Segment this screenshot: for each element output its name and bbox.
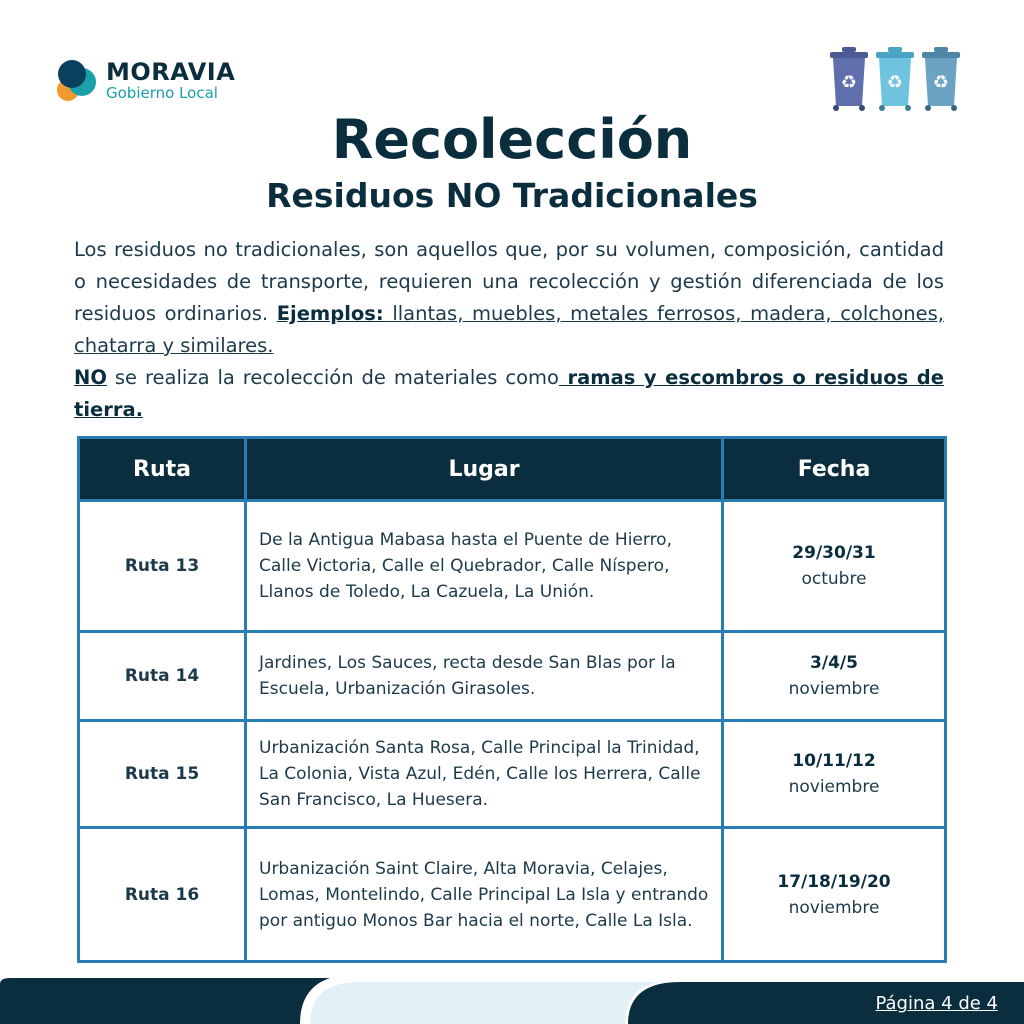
page-number-link[interactable]: Página 4 de 4 [875,993,998,1014]
page-title: Recolección [331,108,693,171]
route-date [723,632,946,721]
route-days: 17/18/19/20 [777,871,891,892]
route-month: octubre [801,569,867,589]
route-month: noviembre [788,679,880,699]
recycle-icon: ♻ [932,72,950,93]
route-name: Ruta 13 [79,501,246,632]
brand-subtitle: Gobierno Local [106,83,218,102]
bin-purple [830,47,868,111]
bin-steel-blue [922,47,960,111]
route-month: noviembre [788,777,880,797]
no-label: NO [74,366,107,389]
exclusion-text: se realiza la recolección de materiales como [106,366,559,389]
route-days: 3/4/5 [810,653,858,673]
intro-text: Los residuos no tradicionales, son aquellos que, por su volumen, composición, cantidad o necesidades de transporte, requieren una recolección y gestión diferenciada de los residuos ordinarios. [74,238,944,325]
route-places: Urbanización Santa Rosa, Calle Principal la Trinidad, La Colonia, Vista Azul, Edén, Calle los Herrera, Calle San Francisco, La Huesera. [246,721,723,828]
moravia-logo-icon [52,56,100,104]
route-date [723,721,946,828]
header-fecha: Fecha [723,438,946,501]
header-ruta: Ruta [79,438,246,501]
routes-table [77,436,947,963]
brand-logo [52,56,235,104]
route-name: Ruta 16 [79,828,246,962]
exclusion-materials: ramas y escombros o residuos de tierra. [74,366,944,421]
recycling-bins-icon [826,44,966,112]
route-month: noviembre [788,897,880,918]
route-date [723,501,946,632]
intro-paragraph [74,234,944,426]
page-subtitle: Residuos NO Tradicionales [266,176,758,215]
route-days: 29/30/31 [792,543,876,563]
footer-decoration [0,978,1024,1024]
examples-list: llantas, muebles, metales ferrosos, madera, colchones, chatarra y similares. [74,302,944,357]
table-row [79,721,946,828]
table-header-row [79,438,946,501]
table-row [79,828,946,962]
route-days: 10/11/12 [792,751,876,771]
table-row [79,632,946,721]
bin-light-blue [876,47,914,111]
recycle-icon: ♻ [886,72,904,93]
brand-name: MORAVIA [106,57,236,86]
route-places: Jardines, Los Sauces, recta desde San Blas por la Escuela, Urbanización Girasoles. [246,632,723,721]
examples-label: Ejemplos: [276,302,384,325]
header-lugar: Lugar [246,438,723,501]
recycle-icon: ♻ [840,72,858,93]
route-name: Ruta 15 [79,721,246,828]
route-date [723,828,946,962]
table-row [79,501,946,632]
footer [0,978,1024,1024]
route-places: Urbanización Saint Claire, Alta Moravia, Celajes, Lomas, Montelindo, Calle Principal La Isla y entrando por antiguo Monos Bar hacia el norte, Calle La Isla. [246,828,723,962]
route-places: De la Antigua Mabasa hasta el Puente de Hierro, Calle Victoria, Calle el Quebrador, Calle Níspero, Llanos de Toledo, La Cazuela, La Unión. [246,501,723,632]
route-name: Ruta 14 [79,632,246,721]
